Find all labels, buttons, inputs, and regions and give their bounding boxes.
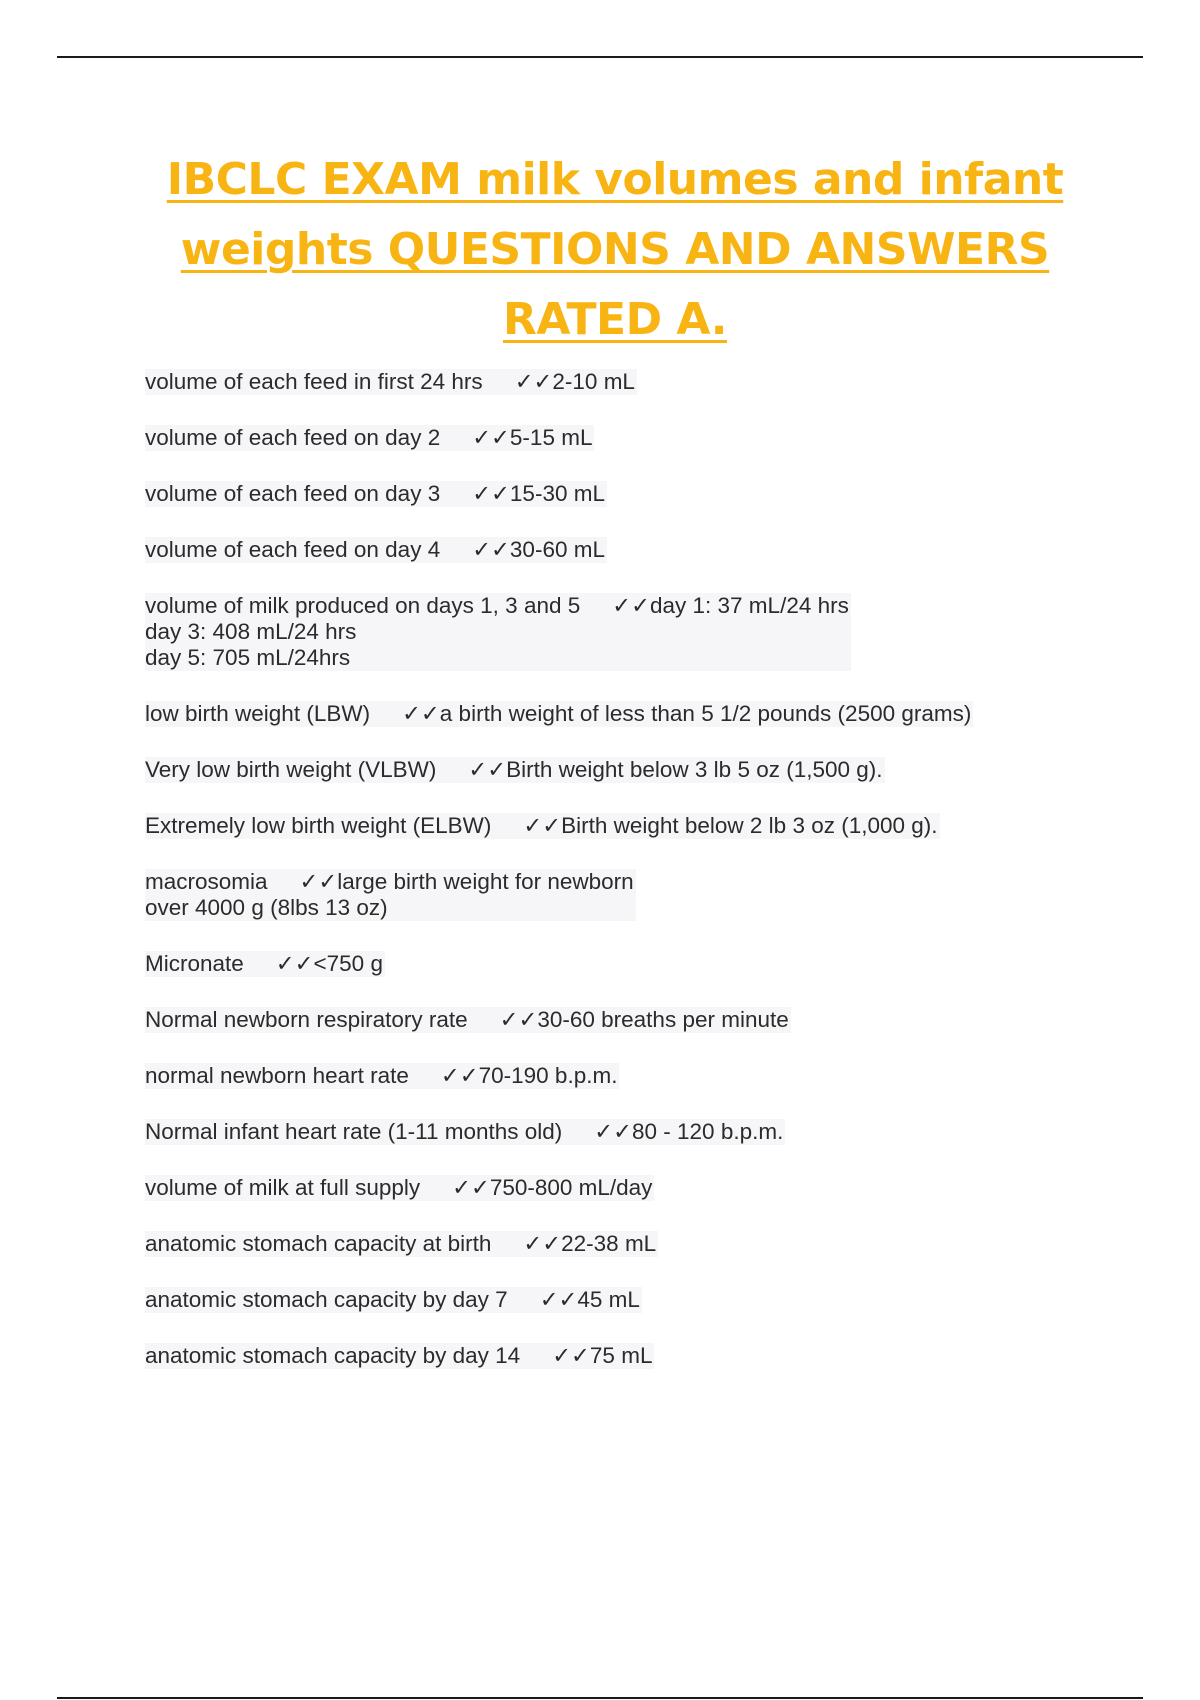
qa-term: volume of each feed on day 3	[145, 481, 441, 506]
qa-item	[145, 869, 1145, 921]
qa-answer-text: a birth weight of less than 5 1/2 pounds (2500 grams)	[439, 701, 972, 726]
check-icon: ✓✓	[594, 1119, 632, 1144]
check-icon: ✓✓	[612, 593, 650, 618]
qa-answer-text: 45 mL	[577, 1287, 640, 1312]
qa-item	[145, 1063, 1145, 1089]
qa-highlight	[145, 1007, 791, 1033]
qa-item	[145, 1119, 1145, 1145]
qa-answer-text: 5-15 mL	[509, 425, 593, 450]
qa-answer	[472, 481, 605, 506]
qa-term: normal newborn heart rate	[145, 1063, 409, 1088]
qa-term: Extremely low birth weight (ELBW)	[145, 813, 492, 838]
check-icon: ✓✓	[523, 813, 562, 838]
qa-term: volume of each feed on day 4	[145, 537, 441, 562]
qa-answer	[472, 425, 592, 450]
qa-answer	[500, 1007, 789, 1032]
qa-item	[145, 813, 1145, 839]
qa-item	[145, 593, 1145, 671]
qa-term: volume of milk at full supply	[145, 1175, 421, 1200]
qa-answer-text: 15-30 mL	[509, 481, 605, 506]
qa-highlight	[145, 951, 385, 977]
qa-term: Normal infant heart rate (1-11 months old)	[145, 1119, 563, 1144]
qa-answer	[552, 1343, 652, 1368]
qa-answer	[594, 1119, 783, 1144]
check-icon: ✓✓	[275, 951, 314, 976]
qa-answer-text: Birth weight below 2 lb 3 oz (1,000 g).	[561, 813, 938, 838]
check-icon: ✓✓	[299, 869, 338, 894]
check-icon: ✓✓	[452, 1175, 490, 1200]
qa-highlight	[145, 369, 637, 395]
qa-item	[145, 1007, 1145, 1033]
qa-answer-text: large birth weight for newborn over 4000 g (8lbs 13 oz)	[145, 869, 634, 920]
qa-highlight	[145, 537, 607, 563]
check-icon: ✓✓	[539, 1287, 578, 1312]
qa-item	[145, 1175, 1145, 1201]
qa-item	[145, 1231, 1145, 1257]
qa-item	[145, 701, 1145, 727]
qa-answer-text: 30-60 breaths per minute	[537, 1007, 789, 1032]
qa-answer-text: 70-190 b.p.m.	[478, 1063, 618, 1088]
qa-answer	[402, 701, 971, 726]
qa-highlight	[145, 813, 940, 839]
check-icon: ✓✓	[472, 481, 510, 506]
qa-answer	[441, 1063, 618, 1088]
header-rule	[57, 56, 1143, 58]
qa-term: low birth weight (LBW)	[145, 701, 371, 726]
qa-answer	[523, 1231, 656, 1256]
qa-answer-text: 30-60 mL	[509, 537, 605, 562]
qa-answer	[472, 537, 605, 562]
check-icon: ✓✓	[440, 1063, 479, 1088]
qa-item	[145, 1343, 1145, 1369]
qa-term: Very low birth weight (VLBW)	[145, 757, 437, 782]
qa-answer	[276, 951, 383, 976]
qa-highlight	[145, 481, 607, 507]
qa-answer-text: 75 mL	[589, 1343, 653, 1368]
qa-term: Normal newborn respiratory rate	[145, 1007, 468, 1032]
qa-answer-text: 22-38 mL	[561, 1231, 657, 1256]
check-icon: ✓✓	[552, 1343, 590, 1368]
qa-answer	[515, 369, 635, 394]
qa-term: volume of each feed in first 24 hrs	[145, 369, 483, 394]
check-icon: ✓✓	[514, 369, 553, 394]
qa-highlight	[145, 757, 885, 783]
qa-highlight	[145, 593, 851, 671]
qa-highlight	[145, 1175, 654, 1201]
qa-term: volume of milk produced on days 1, 3 and 5	[145, 593, 581, 618]
document-title: IBCLC EXAM milk volumes and infant weights QUESTIONS AND ANSWERS RATED A.	[166, 154, 1064, 345]
qa-answer	[468, 757, 882, 782]
qa-item	[145, 757, 1145, 783]
check-icon: ✓✓	[402, 701, 440, 726]
check-icon: ✓✓	[523, 1231, 562, 1256]
qa-answer	[452, 1175, 652, 1200]
qa-answer-text: 750-800 mL/day	[489, 1175, 653, 1200]
check-icon: ✓✓	[499, 1007, 538, 1032]
qa-item	[145, 481, 1145, 507]
qa-item	[145, 951, 1145, 977]
qa-term: Micronate	[145, 951, 244, 976]
qa-answer-text: Birth weight below 3 lb 5 oz (1,500 g).	[506, 757, 883, 782]
qa-answer-text: 2-10 mL	[552, 369, 635, 394]
qa-highlight	[145, 701, 973, 727]
qa-term: volume of each feed on day 2	[145, 425, 441, 450]
check-icon: ✓✓	[468, 757, 507, 782]
qa-list	[145, 369, 1145, 1399]
qa-highlight	[145, 1231, 658, 1257]
qa-highlight	[145, 1287, 642, 1313]
qa-highlight	[145, 1119, 785, 1145]
qa-highlight	[145, 1343, 654, 1369]
qa-answer	[540, 1287, 640, 1312]
qa-highlight	[145, 869, 636, 921]
footer-rule	[57, 1697, 1143, 1699]
qa-term: anatomic stomach capacity at birth	[145, 1231, 492, 1256]
qa-item	[145, 425, 1145, 451]
qa-item	[145, 1287, 1145, 1313]
qa-highlight	[145, 1063, 619, 1089]
qa-answer	[523, 813, 937, 838]
qa-answer-text: 80 - 120 b.p.m.	[632, 1119, 784, 1144]
check-icon: ✓✓	[472, 425, 510, 450]
qa-item	[145, 369, 1145, 395]
qa-answer-text: day 1: 37 mL/24 hrs day 3: 408 mL/24 hrs day 5: 705 mL/24hrs	[145, 593, 849, 670]
qa-highlight	[145, 425, 594, 451]
qa-term: anatomic stomach capacity by day 14	[145, 1343, 521, 1368]
qa-answer-text: <750 g	[313, 951, 383, 976]
check-icon: ✓✓	[472, 537, 510, 562]
qa-term: anatomic stomach capacity by day 7	[145, 1287, 508, 1312]
qa-term: macrosomia	[145, 869, 268, 894]
qa-item	[145, 537, 1145, 563]
